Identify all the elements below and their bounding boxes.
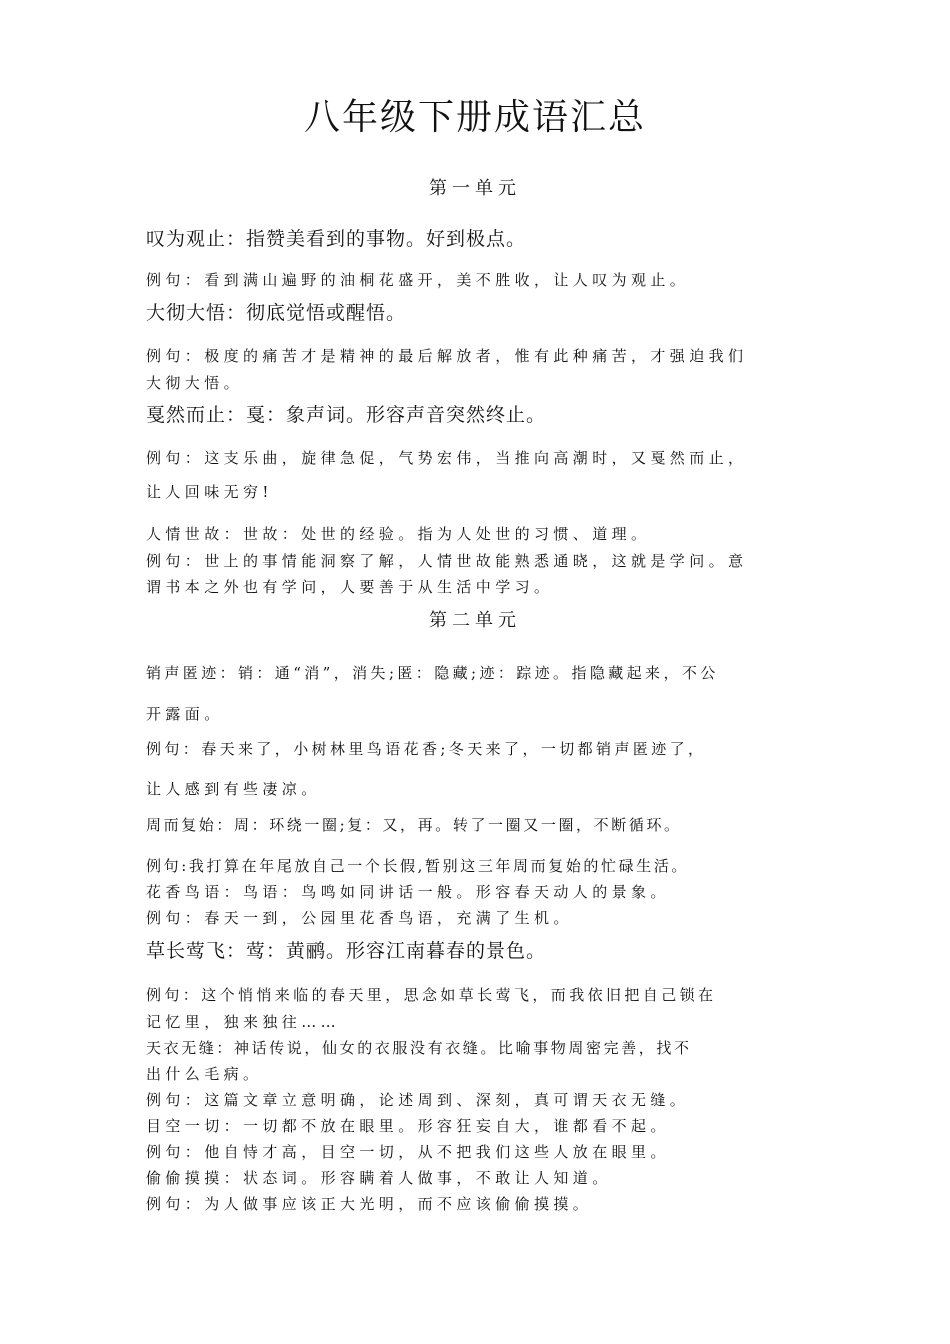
example-sentence: 例句：世上的事情能洞察了解，人情世故能熟悉通晓，这就是学问。意: [146, 552, 748, 570]
idiom-entry: 人情世故：世故：处世的经验。指为人处世的习惯、道理。: [146, 525, 651, 543]
idiom-entry: 出什么毛病。: [146, 1065, 263, 1083]
idiom-entry: 大彻大悟：彻底觉悟或醒悟。: [146, 302, 407, 324]
example-sentence: 谓书本之外也有学问，人要善于从生活中学习。: [146, 578, 554, 596]
page-title: 八年级下册成语汇总: [303, 97, 646, 138]
example-sentence: 例句：春天来了，小树林里鸟语花香;冬天来了，一切都销声匿迹了，: [146, 740, 707, 758]
idiom-entry: 草长莺飞：莺：黄鹂。形容江南暮春的景色。: [146, 940, 547, 962]
example-sentence: 让人感到有些凄凉。: [146, 780, 321, 798]
idiom-entry: 天衣无缝：神话传说，仙女的衣服没有衣缝。比喻事物周密完善，找不: [146, 1039, 692, 1057]
example-sentence: 例句：为人做事应该正大光明，而不应该偷偷摸摸。: [146, 1195, 593, 1213]
idiom-entry: 目空一切：一切都不放在眼里。形容狂妄自大，谁都看不起。: [146, 1117, 670, 1135]
idiom-entry: 开露面。: [146, 705, 224, 723]
idiom-entry: 叹为观止：指赞美看到的事物。好到极点。: [146, 228, 527, 250]
unit-heading-2: 第二单元: [429, 610, 521, 631]
example-sentence: 例句:我打算在年尾放自己一个长假,暂别这三年周而复始的忙碌生活。: [146, 857, 690, 875]
example-sentence: 例句：这支乐曲，旋律急促，气势宏伟，当推向高潮时，又戛然而止，: [146, 449, 748, 467]
example-sentence: 例句：这篇文章立意明确，论述周到、深刻，真可谓天衣无缝。: [146, 1091, 690, 1109]
example-sentence: 大彻大悟。: [146, 374, 244, 392]
idiom-entry: 周而复始：周：环绕一圈;复：又，再。转了一圈又一圈，不断循环。: [146, 816, 682, 834]
unit-heading-1: 第一单元: [429, 178, 521, 199]
idiom-entry: 花香鸟语：鸟语：鸟鸣如同讲话一般。形容春天动人的景象。: [146, 883, 670, 901]
example-sentence: 例句：看到满山遍野的油桐花盛开，美不胜收，让人叹为观止。: [146, 271, 690, 289]
example-sentence: 让人回味无穷!: [146, 483, 273, 501]
idiom-entry: 戛然而止：戛：象声词。形容声音突然终止。: [146, 404, 547, 426]
example-sentence: 记忆里，独来独往……: [146, 1013, 341, 1031]
example-sentence: 例句：春天一到，公园里花香鸟语，充满了生机。: [146, 909, 573, 927]
example-sentence: 例句：他自恃才高，目空一切，从不把我们这些人放在眼里。: [146, 1143, 670, 1161]
example-sentence: 例句：这个悄悄来临的春天里，思念如草长莺飞，而我依旧把自己锁在: [146, 986, 717, 1004]
idiom-entry: 销声匿迹：销：通“消”，消失;匿：隐藏;迹：踪迹。指隐藏起来，不公: [146, 664, 719, 682]
example-sentence: 例句：极度的痛苦才是精神的最后解放者，惟有此种痛苦，才强迫我们: [146, 347, 748, 365]
idiom-entry: 偷偷摸摸：状态词。形容瞒着人做事，不敢让人知道。: [146, 1169, 612, 1187]
